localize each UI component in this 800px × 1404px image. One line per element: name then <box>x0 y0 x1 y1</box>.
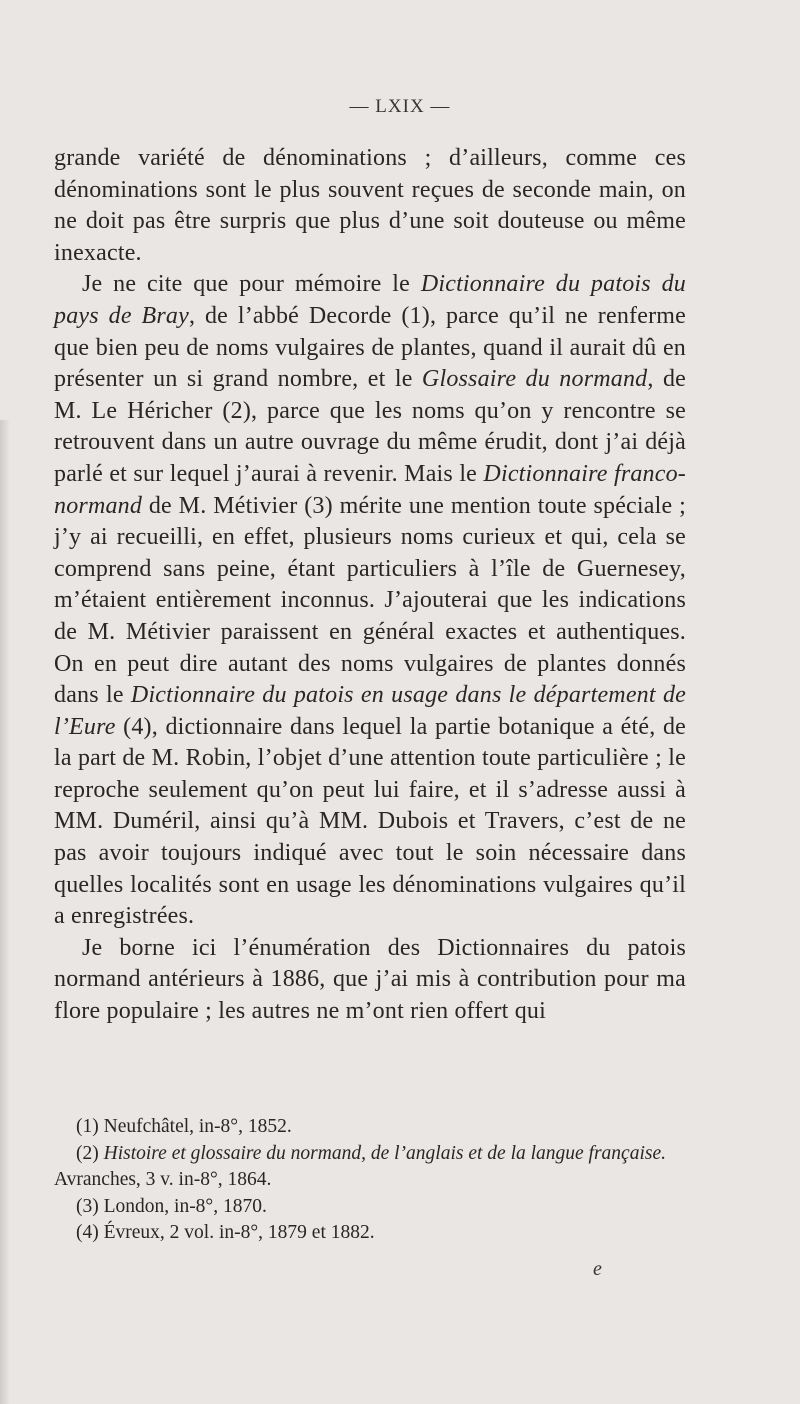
footnote-2-details: Avranches, 3 v. in-8°, 1864. <box>54 1169 272 1190</box>
page-number: — LXIX — <box>349 96 451 117</box>
footnote-2-number: (2) <box>76 1142 104 1164</box>
footnote-2 <box>54 1141 694 1194</box>
text-run: , de M. Le Héricher (2), parce que les noms qu’on y rencontre se retrouvent dans un autre ouvrage du même érudit, dont j’ai déjà parlé et sur lequel j’aurai à revenir. Mais le <box>54 366 686 487</box>
title-dictionnaire-franco-normand: Dictionnaire franco-normand <box>54 460 687 519</box>
page-edge-shadow <box>0 420 10 1404</box>
title-glossaire-normand: Glossaire du normand <box>421 366 648 393</box>
footnote-3: (3) London, in-8°, 1870. <box>76 1195 267 1217</box>
text-run: Je ne cite que pour mémoire le <box>82 271 421 298</box>
title-dictionnaire-bray: Dictionnaire du patois du pays de Bray <box>54 271 686 329</box>
paragraph-continuation: grande variété de dénominations ; d’ailleurs, comme ces dénominations sont le plus souvent reçues de seconde main, on ne doit pas être surpris que plus d’une soit douteuse ou même inexacte. <box>54 145 686 266</box>
footnote-1: (1) Neufchâtel, in-8°, 1852. <box>76 1116 292 1137</box>
text-run: , de l’abbé Decorde (1), parce qu’il ne renferme que bien peu de noms vulgaires de plantes, quand il aurait dû en présenter un si grand nombre, et le <box>54 302 686 393</box>
paragraph-enumeration: Je borne ici l’énumération des Dictionnaires du patois normand antérieurs à 1886, que j’ai mis à contribution pour ma flore populaire ; les autres ne m’ont rien offert qui <box>54 934 686 1025</box>
title-dictionnaire-eure: Dictionnaire du patois en usage dans le département de l’Eure <box>54 682 686 740</box>
footnote-2-title: Histoire et glossaire du normand, de l’anglais et de la langue française. <box>103 1142 667 1164</box>
paragraph-dictionaries <box>54 269 686 932</box>
footnotes <box>54 1114 694 1247</box>
signature-mark: e <box>593 1258 602 1280</box>
body-text <box>54 143 686 1028</box>
text-run: de M. Métivier (3) mérite une mention toute spéciale ; j’y ai recueilli, en effet, plusieurs noms curieux et qui, cela se comprend sans peine, étant particuliers à l’île de Guernesey, m’étaient entièrement inconnus. J’ajouterai que les indications de M. Métivier paraissent en général exactes et authentiques. On en peut dire autant des noms vulgaires de plantes donnés dans le <box>54 492 686 709</box>
footnote-4: (4) Évreux, 2 vol. in-8°, 1879 et 1882. <box>76 1222 375 1243</box>
text-run: (4), dictionnaire dans lequel la partie botanique a été, de la part de M. Robin, l’objet d’une attention toute particulière ; le reproche seulement qu’on peut lui faire, et il s’adresse aussi à MM. Duméril, ainsi qu’à MM. Dubois et Travers, c’est de ne pas avoir toujours indiqué avec tout le soin nécessaire dans quelles localités sont en usage les dénominations vulgaires qu’il a enregistrées. <box>54 713 686 930</box>
